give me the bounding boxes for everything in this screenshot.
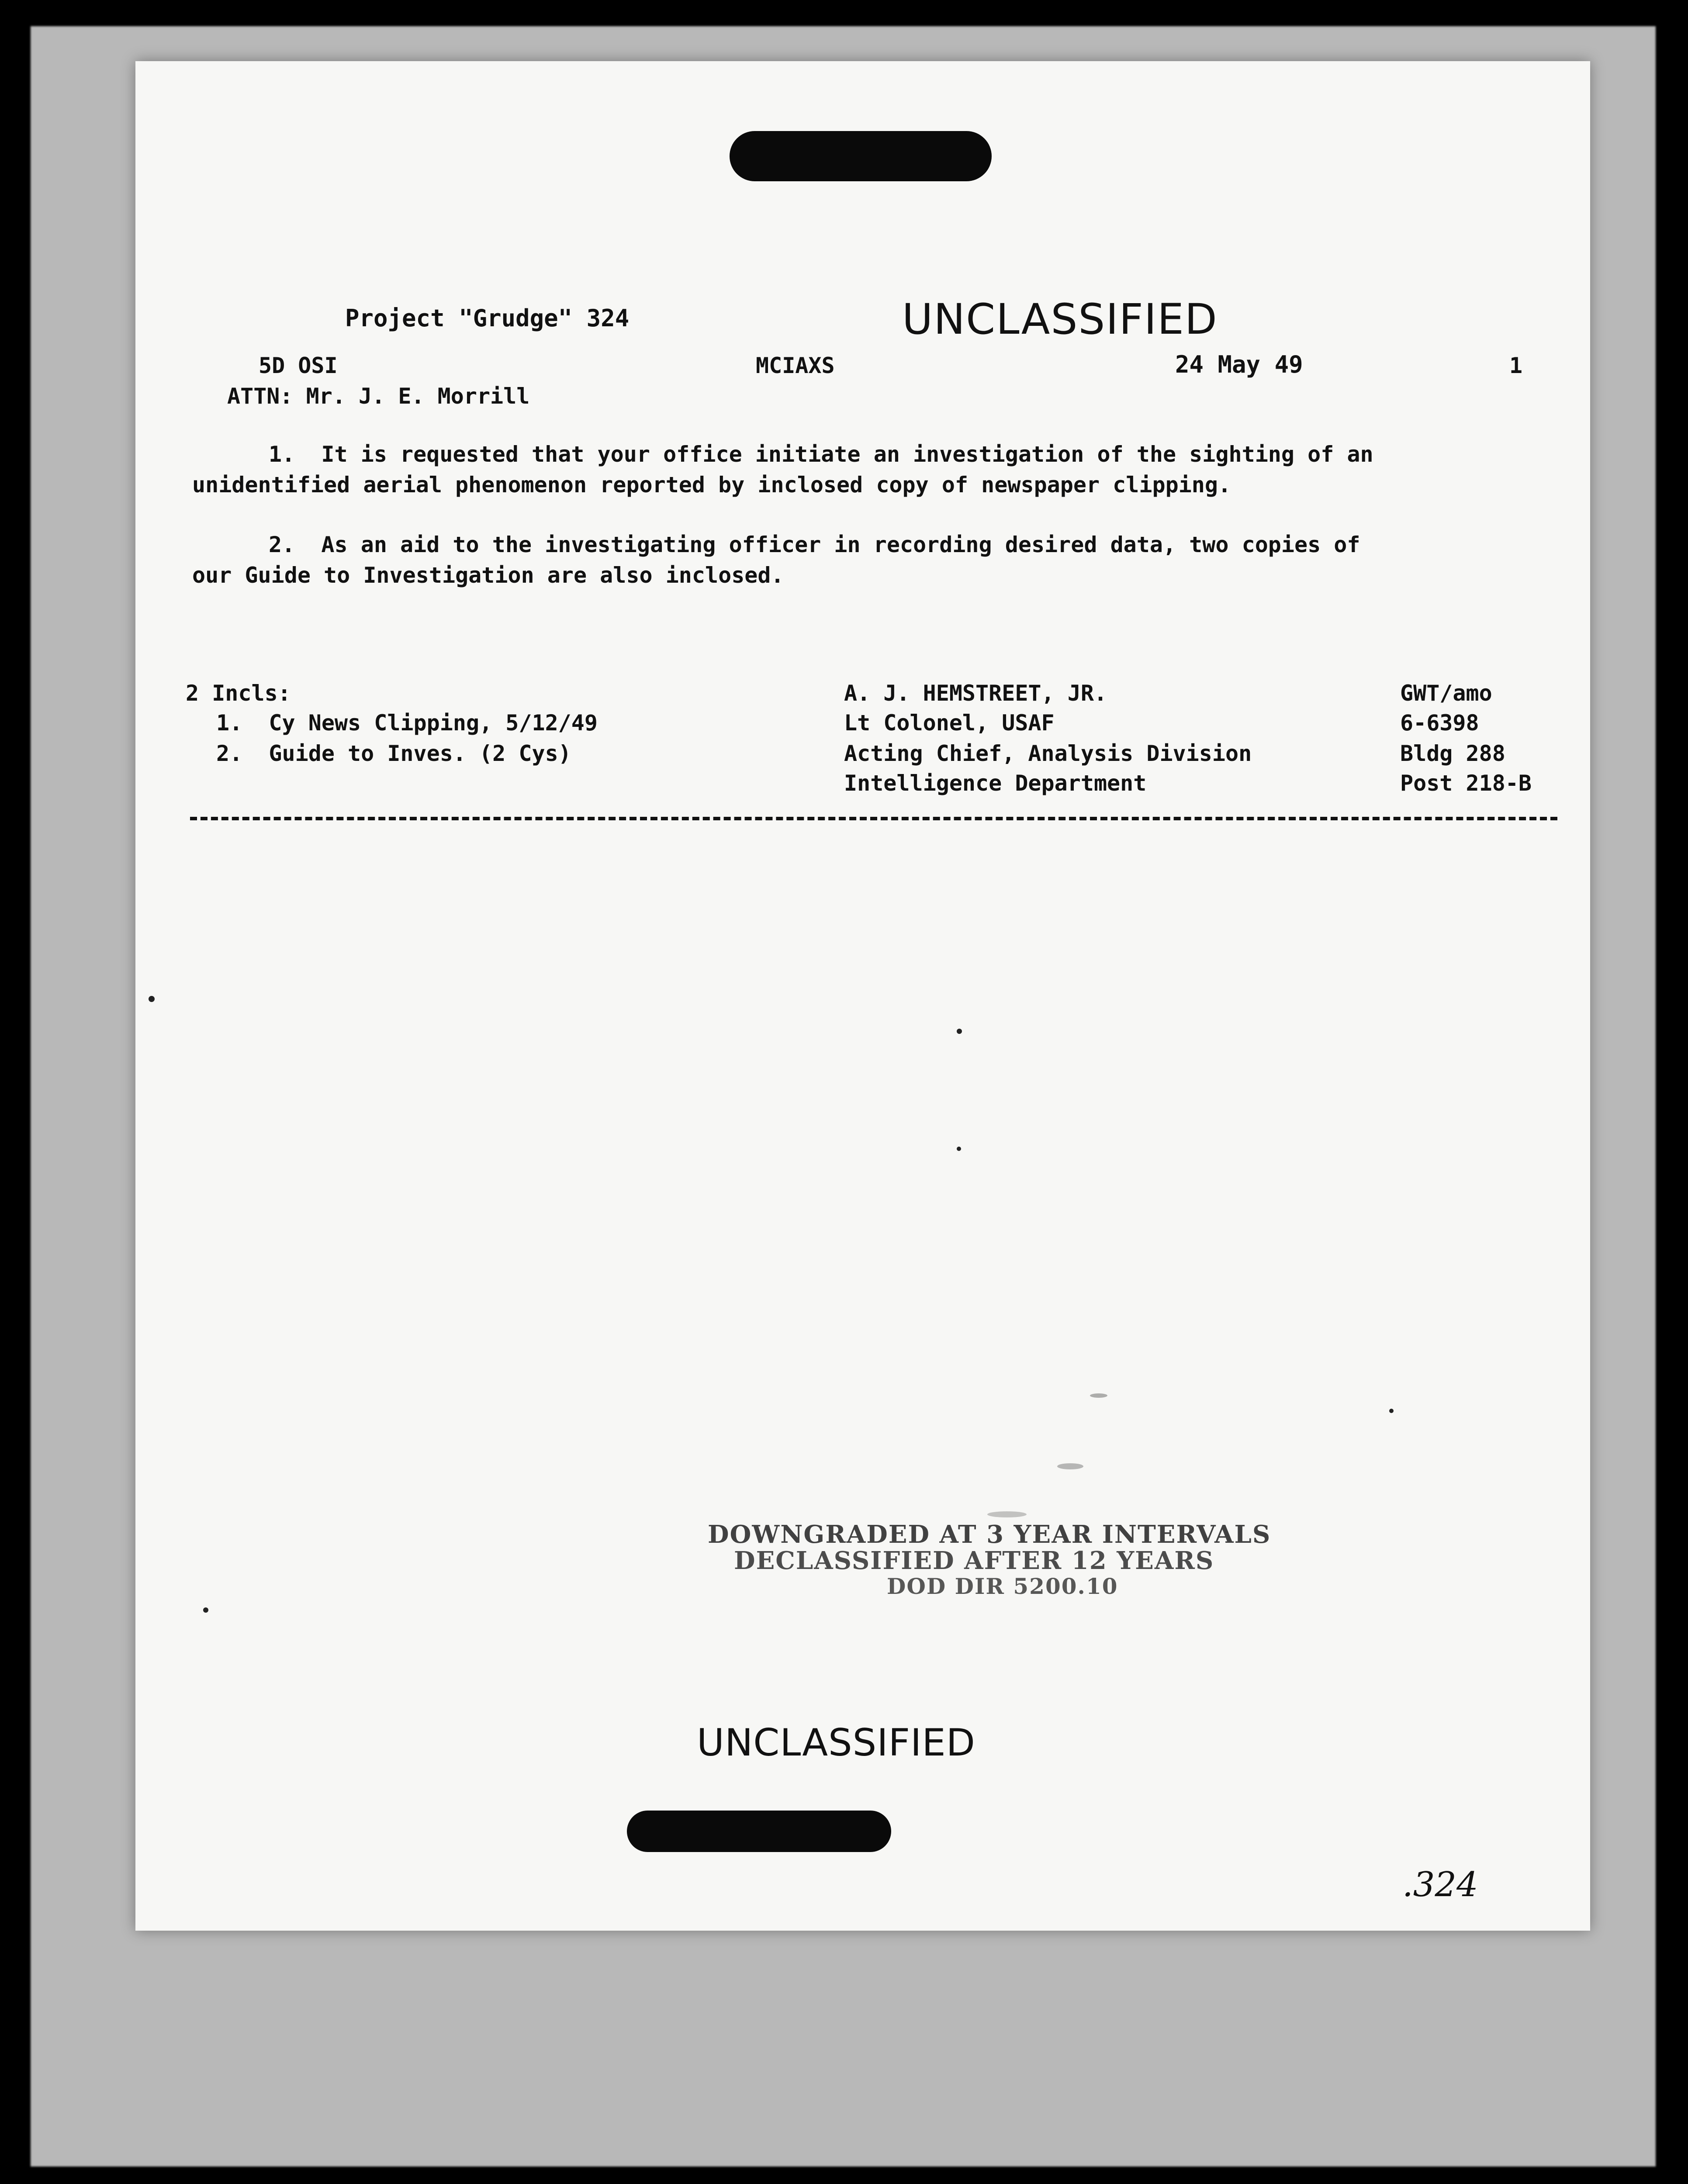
signer-title: Acting Chief, Analysis Division bbox=[844, 741, 1252, 766]
document-paper bbox=[135, 61, 1590, 1931]
scan-speck bbox=[203, 1607, 208, 1613]
signer-rank: Lt Colonel, USAF bbox=[844, 710, 1055, 736]
office-phone: 6-6398 bbox=[1400, 710, 1479, 736]
scan-speck bbox=[1090, 1393, 1107, 1398]
page-mark: .324 bbox=[1402, 1865, 1478, 1904]
classification-stamp-top: UNCLASSIFIED bbox=[902, 295, 1218, 344]
project-label: Project "Grudge" 324 bbox=[345, 304, 630, 332]
scan-speck bbox=[1057, 1463, 1083, 1469]
signer-name: A. J. HEMSTREET, JR. bbox=[844, 681, 1107, 706]
paragraph-2-line-2: our Guide to Investigation are also inclosed. bbox=[192, 563, 784, 588]
classification-stamp-bottom: UNCLASSIFIED bbox=[697, 1721, 975, 1765]
inclosure-item-2: 2. Guide to Inves. (2 Cys) bbox=[216, 741, 571, 766]
office-initials: GWT/amo bbox=[1400, 681, 1492, 706]
signer-department: Intelligence Department bbox=[844, 771, 1147, 796]
scan-speck bbox=[957, 1029, 962, 1034]
paragraph-1-line-1: 1. It is requested that your office initiate an investigation of the sighting of an bbox=[269, 442, 1373, 467]
downgrade-stamp-line-3: DOD DIR 5200.10 bbox=[887, 1573, 1118, 1599]
memo-date: 24 May 49 bbox=[1175, 351, 1303, 378]
downgrade-stamp-line-1: DOWNGRADED AT 3 YEAR INTERVALS bbox=[708, 1520, 1271, 1549]
downgrade-stamp-line-2: DECLASSIFIED AFTER 12 YEARS bbox=[734, 1546, 1214, 1575]
paragraph-2-line-1: 2. As an aid to the investigating officer in recording desired data, two copies of bbox=[269, 532, 1360, 557]
redaction-bar-bottom bbox=[627, 1811, 891, 1852]
inclosures-heading: 2 Incls: bbox=[186, 681, 291, 706]
redaction-bar-top bbox=[730, 131, 992, 181]
inclosure-item-1: 1. Cy News Clipping, 5/12/49 bbox=[216, 710, 598, 736]
scan-speck bbox=[957, 1147, 961, 1151]
attention-line: ATTN: Mr. J. E. Morrill bbox=[227, 384, 530, 409]
scan-speck bbox=[987, 1511, 1027, 1517]
office-symbol: MCIAXS bbox=[756, 353, 835, 378]
office-building: Bldg 288 bbox=[1400, 741, 1505, 766]
scan-speck bbox=[1389, 1409, 1394, 1413]
separator-dashed-line bbox=[190, 817, 1557, 820]
to-office: 5D OSI bbox=[259, 353, 338, 378]
office-post: Post 218-B bbox=[1400, 771, 1532, 796]
scan-speck bbox=[149, 996, 155, 1002]
memo-number: 1 bbox=[1509, 353, 1523, 378]
paragraph-1-line-2: unidentified aerial phenomenon reported by inclosed copy of newspaper clipping. bbox=[192, 472, 1231, 498]
